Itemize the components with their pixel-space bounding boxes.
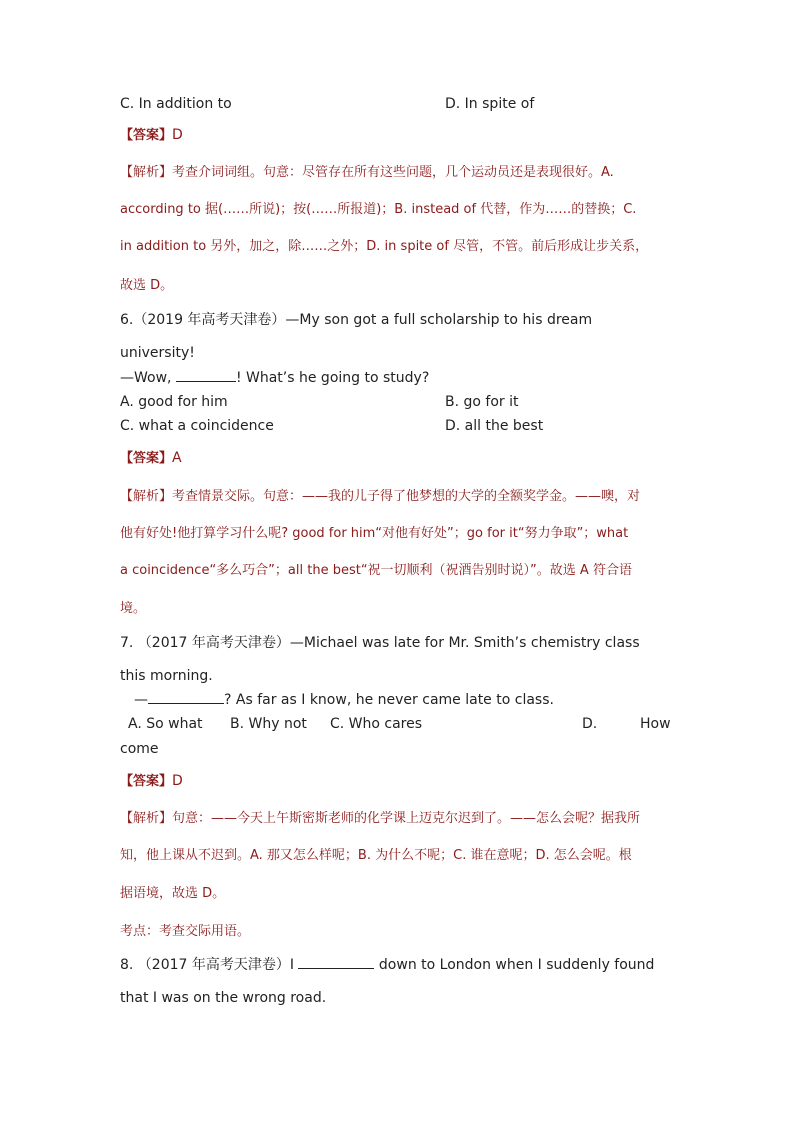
answer-tag: 【答案】 bbox=[120, 128, 173, 143]
option-c: C. what a coincidence bbox=[120, 418, 274, 434]
option-a: A. So what bbox=[128, 716, 203, 732]
analysis-line: 故选 D。 bbox=[120, 278, 174, 293]
question-6-stem: 6.（2019 年高考天津卷）—My son got a full scholarship to his dream bbox=[120, 312, 593, 328]
analysis-line: 【解析】考查介词词组。句意：尽管存在所有这些问题，几个运动员还是表现很好。A. bbox=[120, 165, 614, 180]
option-a: A. good for him bbox=[120, 394, 228, 410]
analysis-line: 【解析】考查情景交际。句意：——我的儿子得了他梦想的大学的全额奖学金。——噢，对 bbox=[120, 489, 641, 504]
answer-line bbox=[120, 770, 183, 789]
question-7-stem: 7. （2017 年高考天津卷）—Michael was late for Mr. Smith’s chemistry class bbox=[120, 635, 640, 651]
option-d: D. all the best bbox=[445, 418, 544, 434]
option-d-text: come bbox=[120, 741, 159, 757]
analysis-line: 境。 bbox=[120, 601, 147, 616]
analysis-line: a coincidence“多么巧合”；all the best“祝一切顺利（祝酒告别时说）”。故选 A 符合语 bbox=[120, 563, 632, 578]
question-7-stem: this morning. bbox=[120, 668, 213, 684]
option-d: D. bbox=[582, 716, 598, 732]
analysis-line: according to 据(……所说)；按(……所报道)；B. instead of 代替，作为……的替换；C. bbox=[120, 202, 637, 217]
answer-value: D bbox=[172, 127, 183, 143]
analysis-line: 据语境，故选 D。 bbox=[120, 886, 226, 901]
answer-line bbox=[120, 447, 182, 466]
answer-blank bbox=[148, 691, 224, 704]
option-d: D. In spite of bbox=[445, 96, 535, 112]
question-8-stem: that I was on the wrong road. bbox=[120, 990, 327, 1006]
note-line: 考点：考查交际用语。 bbox=[120, 924, 251, 939]
option-c: C. Who cares bbox=[330, 716, 423, 732]
analysis-line: in addition to 另外，加之，除……之外；D. in spite of 尽管，不管。前后形成让步关系， bbox=[120, 239, 649, 254]
answer-tag: 【答案】 bbox=[120, 451, 173, 466]
question-8-stem: 8. （2017 年高考天津卷）I down to London when I suddenly found bbox=[120, 957, 655, 973]
analysis-line: 知，他上课从不迟到。A. 那又怎么样呢；B. 为什么不呢；C. 谁在意呢；D. 怎么会呢。根 bbox=[120, 848, 632, 863]
option-b: B. Why not bbox=[230, 716, 307, 732]
answer-tag: 【答案】 bbox=[120, 774, 173, 789]
analysis-line: 【解析】句意：——今天上午斯密斯老师的化学课上迈克尔迟到了。——怎么会呢？据我所 bbox=[120, 811, 641, 826]
question-7-stem: — ? As far as I know, he never came late to class. bbox=[134, 692, 554, 708]
answer-line bbox=[120, 124, 183, 143]
answer-blank bbox=[298, 956, 374, 969]
analysis-line: 他有好处!他打算学习什么呢? good for him“对他有好处”；go for it“努力争取”；what bbox=[120, 526, 629, 541]
option-c: C. In addition to bbox=[120, 96, 232, 112]
option-d-text: How bbox=[640, 716, 671, 732]
answer-value: D bbox=[172, 773, 183, 789]
option-b: B. go for it bbox=[445, 394, 519, 410]
answer-blank bbox=[176, 369, 236, 382]
answer-value: A bbox=[172, 450, 182, 466]
question-6-stem: university! bbox=[120, 345, 195, 361]
question-6-stem: —Wow, ! What’s he going to study? bbox=[120, 370, 430, 386]
